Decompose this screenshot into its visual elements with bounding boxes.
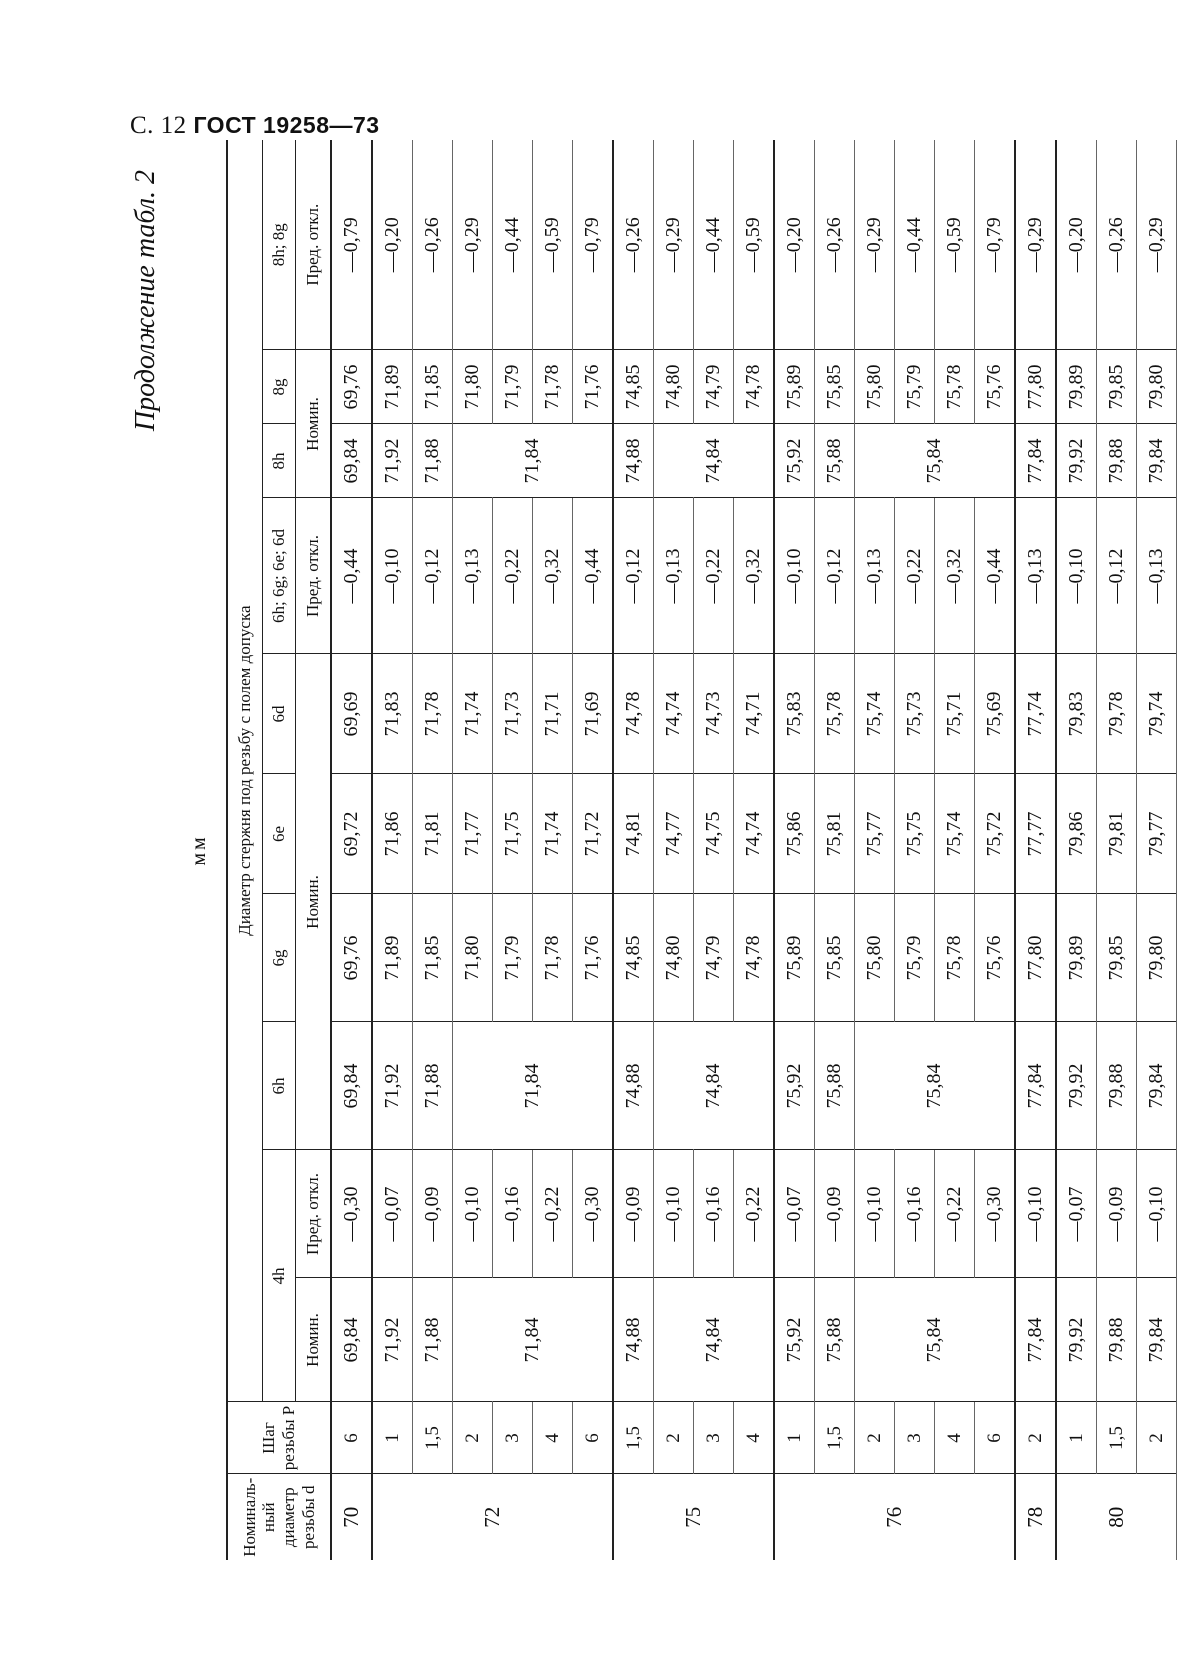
nom-8g-cell: 71,78 <box>533 350 573 424</box>
nom-6e-cell: 71,72 <box>573 774 614 894</box>
nom-6d-cell: 75,83 <box>774 654 815 774</box>
dev-4h-cell: —0,22 <box>935 1150 975 1278</box>
nom-6g-cell: 71,78 <box>533 894 573 1022</box>
dev-4h-cell: —0,16 <box>895 1150 935 1278</box>
nom-8g-cell: 75,79 <box>895 350 935 424</box>
dev-8-cell: —0,44 <box>895 140 935 350</box>
rotated-table-block <box>130 140 1167 1560</box>
header-thread-pitch: Шаг резьбы P <box>227 1402 331 1474</box>
nom-8h-cell: 69,84 <box>331 424 372 498</box>
pitch-cell: 1,5 <box>613 1402 654 1474</box>
pitch-cell: 1,5 <box>413 1402 453 1474</box>
nom-6d-cell: 79,78 <box>1097 654 1137 774</box>
dev-4h-cell: —0,16 <box>694 1150 734 1278</box>
nom-6g-cell: 71,80 <box>453 894 493 1022</box>
header-nominal-diameter: Номиналь-ный диаметр резьбы d <box>227 1474 331 1560</box>
nom-6d-cell: 71,71 <box>533 654 573 774</box>
pitch-cell: 3 <box>493 1402 533 1474</box>
nom-8h-cell: 71,88 <box>413 424 453 498</box>
dev-6-cell: —0,32 <box>533 498 573 654</box>
nom-8g-cell: 79,89 <box>1056 350 1097 424</box>
nom-6h-cell: 75,92 <box>774 1022 815 1150</box>
dev-8-cell: —0,29 <box>453 140 493 350</box>
dev-6-cell: —0,13 <box>1137 498 1177 654</box>
pitch-cell: 4 <box>533 1402 573 1474</box>
dev-4h-cell: —0,30 <box>331 1150 372 1278</box>
dev-8-cell: —0,79 <box>573 140 614 350</box>
nom-6g-cell: 79,85 <box>1097 894 1137 1022</box>
nom-6d-cell: 77,74 <box>1015 654 1056 774</box>
nom-8g-cell: 71,79 <box>493 350 533 424</box>
dev-4h-cell: —0,10 <box>855 1150 895 1278</box>
nom-6g-cell: 79,80 <box>1137 894 1177 1022</box>
nom-6g-cell: 75,85 <box>815 894 855 1022</box>
header-6-nominal: Номин. <box>296 654 332 1150</box>
header-6-deviation: Пред. откл. <box>296 498 332 654</box>
dev-6-cell: —0,12 <box>815 498 855 654</box>
dev-6-cell: —0,44 <box>975 498 1016 654</box>
pitch-cell: 1,5 <box>1097 1402 1137 1474</box>
dev-6-cell: —0,32 <box>935 498 975 654</box>
nom-8h-cell: 77,84 <box>1015 424 1056 498</box>
nom-4h-cell: 69,84 <box>331 1278 372 1402</box>
nom-8g-cell: 77,80 <box>1015 350 1056 424</box>
nom-6d-cell: 71,78 <box>413 654 453 774</box>
dev-6-cell: —0,13 <box>855 498 895 654</box>
nom-6g-cell: 71,79 <box>493 894 533 1022</box>
pitch-cell: 2 <box>1137 1402 1177 1474</box>
nom-4h-cell: 74,84 <box>654 1278 775 1402</box>
nom-6d-cell: 71,83 <box>372 654 413 774</box>
nom-6h-cell: 69,84 <box>331 1022 372 1150</box>
dev-8-cell: —0,59 <box>734 140 775 350</box>
nom-6d-cell: 71,73 <box>493 654 533 774</box>
dev-8-cell: —0,26 <box>413 140 453 350</box>
dev-6-cell: —0,32 <box>734 498 775 654</box>
nom-8h-cell: 74,88 <box>613 424 654 498</box>
nom-8g-cell: 79,85 <box>1097 350 1137 424</box>
nom-8g-cell: 69,76 <box>331 350 372 424</box>
nom-6g-cell: 69,76 <box>331 894 372 1022</box>
dev-6-cell: —0,13 <box>654 498 694 654</box>
nom-6h-cell: 74,84 <box>654 1022 775 1150</box>
nom-4h-cell: 71,92 <box>372 1278 413 1402</box>
nom-8g-cell: 75,76 <box>975 350 1016 424</box>
table-row <box>1015 140 1056 1560</box>
nom-6d-cell: 71,69 <box>573 654 614 774</box>
page-header <box>130 112 380 140</box>
nom-6d-cell: 69,69 <box>331 654 372 774</box>
page-number: С. 12 <box>130 112 187 139</box>
nom-6h-cell: 71,88 <box>413 1022 453 1150</box>
pitch-cell: 2 <box>654 1402 694 1474</box>
header-4h-deviation: Пред. откл. <box>296 1150 332 1278</box>
nom-6h-cell: 71,92 <box>372 1022 413 1150</box>
pitch-cell: 2 <box>453 1402 493 1474</box>
nom-8h-cell: 79,88 <box>1097 424 1137 498</box>
nom-8g-cell: 71,80 <box>453 350 493 424</box>
dev-4h-cell: —0,30 <box>975 1150 1016 1278</box>
dev-6-cell: —0,22 <box>694 498 734 654</box>
pitch-cell: 1 <box>774 1402 815 1474</box>
nom-6e-cell: 75,77 <box>855 774 895 894</box>
dev-8-cell: —0,26 <box>613 140 654 350</box>
dev-8-cell: —0,29 <box>855 140 895 350</box>
pitch-cell: 4 <box>734 1402 775 1474</box>
nom-6d-cell: 74,73 <box>694 654 734 774</box>
nom-6e-cell: 75,74 <box>935 774 975 894</box>
table-row <box>372 140 413 1560</box>
nom-6g-cell: 75,89 <box>774 894 815 1022</box>
nom-8g-cell: 71,89 <box>372 350 413 424</box>
nom-6g-cell: 74,79 <box>694 894 734 1022</box>
nom-6e-cell: 74,75 <box>694 774 734 894</box>
dev-4h-cell: —0,07 <box>372 1150 413 1278</box>
nom-8h-cell: 75,92 <box>774 424 815 498</box>
pitch-cell: 2 <box>1015 1402 1056 1474</box>
pitch-cell: 1 <box>1056 1402 1097 1474</box>
nom-6e-cell: 79,77 <box>1137 774 1177 894</box>
nom-6g-cell: 74,80 <box>654 894 694 1022</box>
nom-8g-cell: 75,85 <box>815 350 855 424</box>
nom-4h-cell: 77,84 <box>1015 1278 1056 1402</box>
nom-6e-cell: 69,72 <box>331 774 372 894</box>
pitch-cell: 3 <box>895 1402 935 1474</box>
dev-6-cell: —0,12 <box>613 498 654 654</box>
dev-6-cell: —0,22 <box>895 498 935 654</box>
nom-4h-cell: 71,84 <box>453 1278 614 1402</box>
nom-8g-cell: 74,85 <box>613 350 654 424</box>
nom-6h-cell: 74,88 <box>613 1022 654 1150</box>
header-tol-8h: 8h <box>263 424 296 498</box>
pitch-cell: 6 <box>331 1402 372 1474</box>
header-tol-6e: 6e <box>263 774 296 894</box>
dev-8-cell: —0,79 <box>975 140 1016 350</box>
dev-6-cell: —0,10 <box>774 498 815 654</box>
table-row <box>855 140 895 1560</box>
dev-4h-cell: —0,09 <box>1097 1150 1137 1278</box>
nom-4h-cell: 79,88 <box>1097 1278 1137 1402</box>
dev-6-cell: —0,13 <box>453 498 493 654</box>
dev-4h-cell: —0,10 <box>1137 1150 1177 1278</box>
dev-4h-cell: —0,07 <box>1056 1150 1097 1278</box>
table-row <box>815 140 855 1560</box>
nom-4h-cell: 79,92 <box>1056 1278 1097 1402</box>
diameter-cell: 76 <box>774 1474 1015 1560</box>
dev-4h-cell: —0,10 <box>1015 1150 1056 1278</box>
nom-6d-cell: 75,73 <box>895 654 935 774</box>
dev-4h-cell: —0,07 <box>774 1150 815 1278</box>
pitch-cell: 2 <box>855 1402 895 1474</box>
dev-4h-cell: —0,10 <box>453 1150 493 1278</box>
nom-6e-cell: 71,75 <box>493 774 533 894</box>
dev-4h-cell: —0,16 <box>493 1150 533 1278</box>
dev-6-cell: —0,12 <box>1097 498 1137 654</box>
nom-6e-cell: 74,77 <box>654 774 694 894</box>
nom-6h-cell: 75,88 <box>815 1022 855 1150</box>
dev-4h-cell: —0,09 <box>613 1150 654 1278</box>
pitch-cell: 1,5 <box>815 1402 855 1474</box>
nom-4h-cell: 79,84 <box>1137 1278 1177 1402</box>
dev-6-cell: —0,13 <box>1015 498 1056 654</box>
table-row <box>1056 140 1097 1560</box>
nom-4h-cell: 75,88 <box>815 1278 855 1402</box>
nom-6g-cell: 75,76 <box>975 894 1016 1022</box>
dev-4h-cell: —0,22 <box>734 1150 775 1278</box>
dev-6-cell: —0,22 <box>493 498 533 654</box>
diameter-cell: 70 <box>331 1474 372 1560</box>
nom-6e-cell: 71,86 <box>372 774 413 894</box>
dev-8-cell: —0,44 <box>493 140 533 350</box>
nom-6g-cell: 71,85 <box>413 894 453 1022</box>
header-tol-6d: 6d <box>263 654 296 774</box>
gost-title: ГОСТ 19258—73 <box>193 112 380 138</box>
nom-4h-cell: 75,92 <box>774 1278 815 1402</box>
header-tol-6h: 6h <box>263 1022 296 1150</box>
dev-8-cell: —0,59 <box>935 140 975 350</box>
nom-6d-cell: 74,78 <box>613 654 654 774</box>
nom-6g-cell: 71,76 <box>573 894 614 1022</box>
table-row <box>453 140 493 1560</box>
nom-6e-cell: 75,81 <box>815 774 855 894</box>
thread-rod-diameter-table <box>226 140 1177 1560</box>
dev-6-cell: —0,10 <box>372 498 413 654</box>
nom-6e-cell: 75,75 <box>895 774 935 894</box>
nom-6d-cell: 74,71 <box>734 654 775 774</box>
nom-6d-cell: 75,78 <box>815 654 855 774</box>
pitch-cell: 3 <box>694 1402 734 1474</box>
nom-8g-cell: 74,79 <box>694 350 734 424</box>
nom-6d-cell: 79,74 <box>1137 654 1177 774</box>
dev-8-cell: —0,29 <box>1137 140 1177 350</box>
nom-8h-cell: 79,84 <box>1137 424 1177 498</box>
table-row <box>774 140 815 1560</box>
nom-8h-cell: 71,92 <box>372 424 413 498</box>
nom-8h-cell: 74,84 <box>654 424 775 498</box>
nom-6h-cell: 79,88 <box>1097 1022 1137 1150</box>
dev-6-cell: —0,10 <box>1056 498 1097 654</box>
dev-8-cell: —0,59 <box>533 140 573 350</box>
header-8-nominal: Номин. <box>296 350 332 498</box>
dev-4h-cell: —0,22 <box>533 1150 573 1278</box>
diameter-cell: 75 <box>613 1474 774 1560</box>
diameter-cell: 78 <box>1015 1474 1056 1560</box>
nom-6e-cell: 71,81 <box>413 774 453 894</box>
dev-4h-cell: —0,09 <box>815 1150 855 1278</box>
nom-8g-cell: 75,80 <box>855 350 895 424</box>
dev-4h-cell: —0,09 <box>413 1150 453 1278</box>
nom-6g-cell: 77,80 <box>1015 894 1056 1022</box>
nom-4h-cell: 74,88 <box>613 1278 654 1402</box>
dev-6-cell: —0,44 <box>573 498 614 654</box>
pitch-cell: 4 <box>935 1402 975 1474</box>
table-row <box>413 140 453 1560</box>
table-row <box>1097 140 1137 1560</box>
nom-6d-cell: 75,74 <box>855 654 895 774</box>
pitch-cell: 1 <box>372 1402 413 1474</box>
nom-4h-cell: 71,88 <box>413 1278 453 1402</box>
nom-6d-cell: 75,69 <box>975 654 1016 774</box>
nom-8g-cell: 71,85 <box>413 350 453 424</box>
nom-8h-cell: 75,88 <box>815 424 855 498</box>
table-row <box>613 140 654 1560</box>
dev-8-cell: —0,20 <box>372 140 413 350</box>
nom-6d-cell: 75,71 <box>935 654 975 774</box>
dev-4h-cell: —0,10 <box>654 1150 694 1278</box>
dev-8-cell: —0,29 <box>1015 140 1056 350</box>
nom-6h-cell: 71,84 <box>453 1022 614 1150</box>
dev-6-cell: —0,12 <box>413 498 453 654</box>
nom-6g-cell: 75,78 <box>935 894 975 1022</box>
nom-6e-cell: 74,81 <box>613 774 654 894</box>
pitch-cell: 6 <box>573 1402 614 1474</box>
dev-8-cell: —0,79 <box>331 140 372 350</box>
nom-6d-cell: 79,83 <box>1056 654 1097 774</box>
nom-8g-cell: 74,78 <box>734 350 775 424</box>
nom-6e-cell: 75,72 <box>975 774 1016 894</box>
nom-6e-cell: 77,77 <box>1015 774 1056 894</box>
nom-8g-cell: 71,76 <box>573 350 614 424</box>
nom-8g-cell: 79,80 <box>1137 350 1177 424</box>
table-row <box>1137 140 1177 1560</box>
dev-8-cell: —0,20 <box>774 140 815 350</box>
nom-8h-cell: 71,84 <box>453 424 614 498</box>
dev-8-cell: —0,20 <box>1056 140 1097 350</box>
header-tol-8g: 8g <box>263 350 296 424</box>
nom-6g-cell: 79,89 <box>1056 894 1097 1022</box>
dev-4h-cell: —0,30 <box>573 1150 614 1278</box>
nom-6e-cell: 74,74 <box>734 774 775 894</box>
header-tol-8-group: 8h; 8g <box>263 140 296 350</box>
dev-8-cell: —0,29 <box>654 140 694 350</box>
diameter-cell: 72 <box>372 1474 613 1560</box>
nom-6h-cell: 79,92 <box>1056 1022 1097 1150</box>
nom-6e-cell: 79,86 <box>1056 774 1097 894</box>
dev-6-cell: —0,44 <box>331 498 372 654</box>
diameter-cell: 80 <box>1056 1474 1177 1560</box>
nom-6e-cell: 79,81 <box>1097 774 1137 894</box>
nom-8g-cell: 74,80 <box>654 350 694 424</box>
table-row <box>331 140 372 1560</box>
nom-4h-cell: 75,84 <box>855 1278 1016 1402</box>
nom-6d-cell: 74,74 <box>654 654 694 774</box>
nom-6e-cell: 71,74 <box>533 774 573 894</box>
nom-6e-cell: 75,86 <box>774 774 815 894</box>
pitch-cell: 6 <box>975 1402 1016 1474</box>
nom-6d-cell: 71,74 <box>453 654 493 774</box>
table-row <box>654 140 694 1560</box>
nom-6h-cell: 75,84 <box>855 1022 1016 1150</box>
nom-6g-cell: 71,89 <box>372 894 413 1022</box>
nom-6h-cell: 79,84 <box>1137 1022 1177 1150</box>
nom-6g-cell: 75,79 <box>895 894 935 1022</box>
continuation-label: Продолжение табл. 2 <box>130 170 161 432</box>
nom-6h-cell: 77,84 <box>1015 1022 1056 1150</box>
header-tol-6-group: 6h; 6g; 6e; 6d <box>263 498 296 654</box>
nom-6e-cell: 71,77 <box>453 774 493 894</box>
nom-6g-cell: 74,85 <box>613 894 654 1022</box>
units-label: мм <box>188 834 210 866</box>
header-tol-4h: 4h <box>263 1150 296 1402</box>
nom-8h-cell: 79,92 <box>1056 424 1097 498</box>
table-body <box>331 140 1177 1560</box>
nom-6g-cell: 75,80 <box>855 894 895 1022</box>
nom-6g-cell: 74,78 <box>734 894 775 1022</box>
nom-8g-cell: 75,78 <box>935 350 975 424</box>
header-group-title: Диаметр стержня под резьбу с полем допуска <box>227 140 263 1402</box>
dev-8-cell: —0,26 <box>815 140 855 350</box>
nom-8g-cell: 75,89 <box>774 350 815 424</box>
dev-8-cell: —0,44 <box>694 140 734 350</box>
header-4h-nominal: Номин. <box>296 1278 332 1402</box>
header-8-deviation: Пред. откл. <box>296 140 332 350</box>
dev-8-cell: —0,26 <box>1097 140 1137 350</box>
header-tol-6g: 6g <box>263 894 296 1022</box>
nom-8h-cell: 75,84 <box>855 424 1016 498</box>
